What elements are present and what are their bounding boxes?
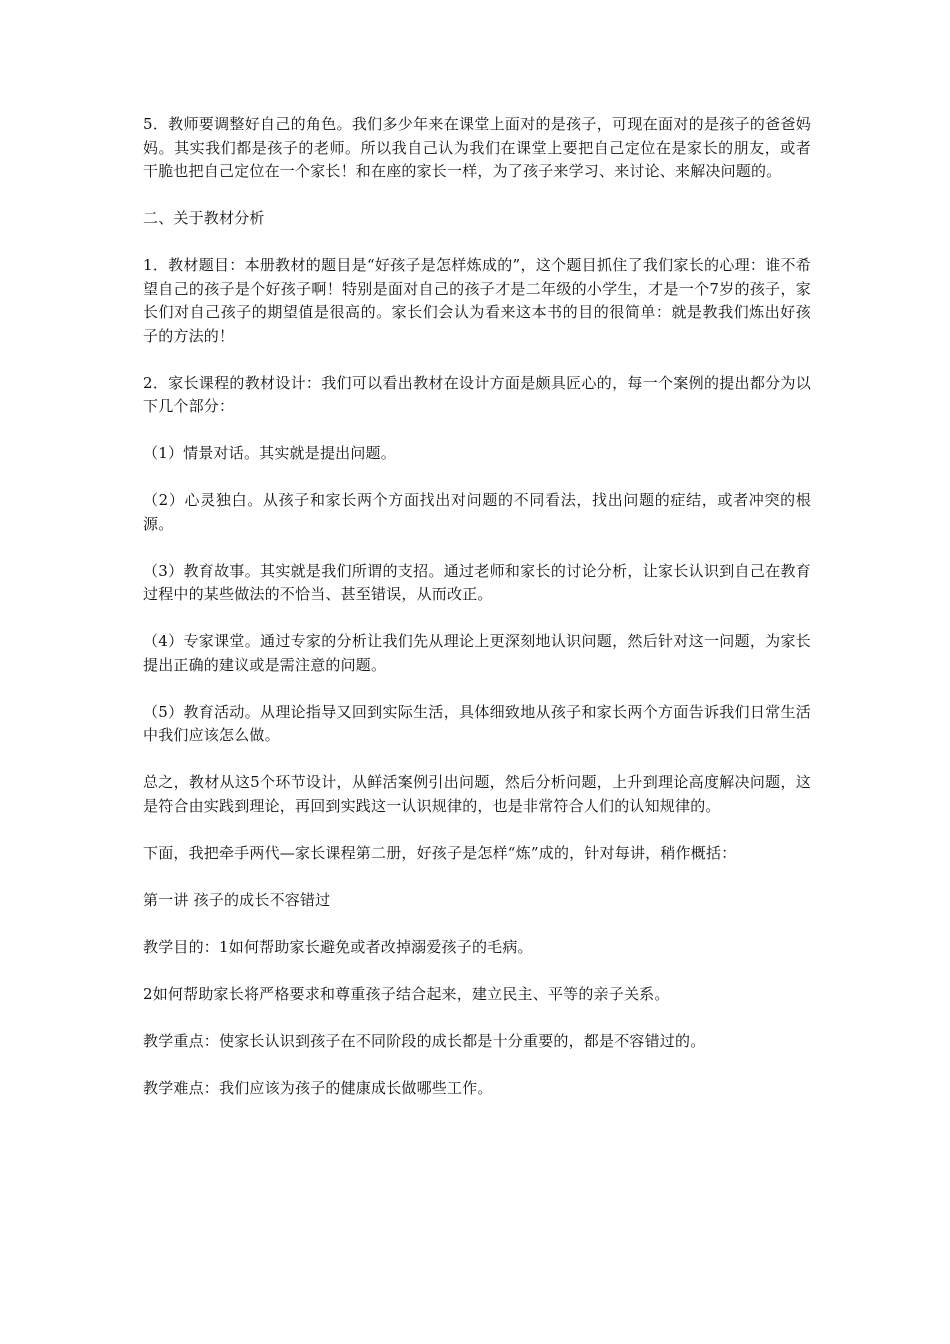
list-item-scene-dialogue: （1）情景对话。其实就是提出问题。 <box>143 444 396 462</box>
teaching-goal-1: 教学目的：1如何帮助家长避免或者改掉溺爱孩子的毛病。 <box>143 937 533 956</box>
paragraph-overview-intro: 下面，我把牵手两代—家长课程第二册，好孩子是怎样“炼”成的，针对每讲，稍作概括： <box>143 843 737 862</box>
paragraph-summary: 总之，教材从这5个环节设计，从鲜活案例引出问题，然后分析问题，上升到理论高度解决问题，这是符合由实践到理论，再回到实践这一认识规律的，也是非常符合人们的认知规律的。 <box>143 773 811 815</box>
teaching-difficulty: 教学难点：我们应该为孩子的健康成长做哪些工作。 <box>143 1078 493 1097</box>
list-item-inner-monologue: （2）心灵独白。从孩子和家长两个方面找出对问题的不同看法，找出问题的症结，或者冲突的根源。 <box>143 491 811 533</box>
teaching-goal-2: 2如何帮助家长将严格要求和尊重孩子结合起来，建立民主、平等的亲子关系。 <box>143 984 670 1003</box>
paragraph-teacher-role: 5．教师要调整好自己的角色。我们多少年来在课堂上面对的是孩子，可现在面对的是孩子的爸爸妈妈。其实我们都是孩子的老师。所以我自己认为我们在课堂上要把自己定位在是家长的朋友，或者干脆也把自己定位在一个家长！和在座的家长一样，为了孩子来学习、来讨论、来解决问题的。 <box>143 115 811 180</box>
list-item-education-activity: （5）教育活动。从理论指导又回到实际生活，具体细致地从孩子和家长两个方面告诉我们日常生活中我们应该怎么做。 <box>143 702 811 744</box>
paragraph-textbook-title: 1．教材题目：本册教材的题目是“好孩子是怎样炼成的”，这个题目抓住了我们家长的心理：谁不希望自己的孩子是个好孩子啊！特别是面对自己的孩子才是二年级的小学生，才是一个7岁的孩子，家长们对自己孩子的期望值是很高的。家长们会认为看来这本书的目的很简单：就是教我们炼出好孩子的方法的！ <box>143 256 811 345</box>
list-item-expert-class: （4）专家课堂。通过专家的分析让我们先从理论上更深刻地认识问题，然后针对这一问题，为家长提出正确的建议或是需注意的问题。 <box>143 632 811 674</box>
paragraph-textbook-design: 2．家长课程的教材设计：我们可以看出教材在设计方面是颇具匠心的，每一个案例的提出都分为以下几个部分： <box>143 373 811 415</box>
section-heading-textbook-analysis: 二、关于教材分析 <box>143 209 265 227</box>
teaching-key-point: 教学重点：使家长认识到孩子在不同阶段的成长都是十分重要的，都是不容错过的。 <box>143 1031 706 1050</box>
list-item-education-story: （3）教育故事。其实就是我们所谓的支招。通过老师和家长的讨论分析，让家长认识到自己在教育过程中的某些做法的不恰当、甚至错误，从而改正。 <box>143 561 811 603</box>
lecture-title: 第一讲 孩子的成长不容错过 <box>143 890 331 909</box>
document-body <box>143 113 811 1124</box>
